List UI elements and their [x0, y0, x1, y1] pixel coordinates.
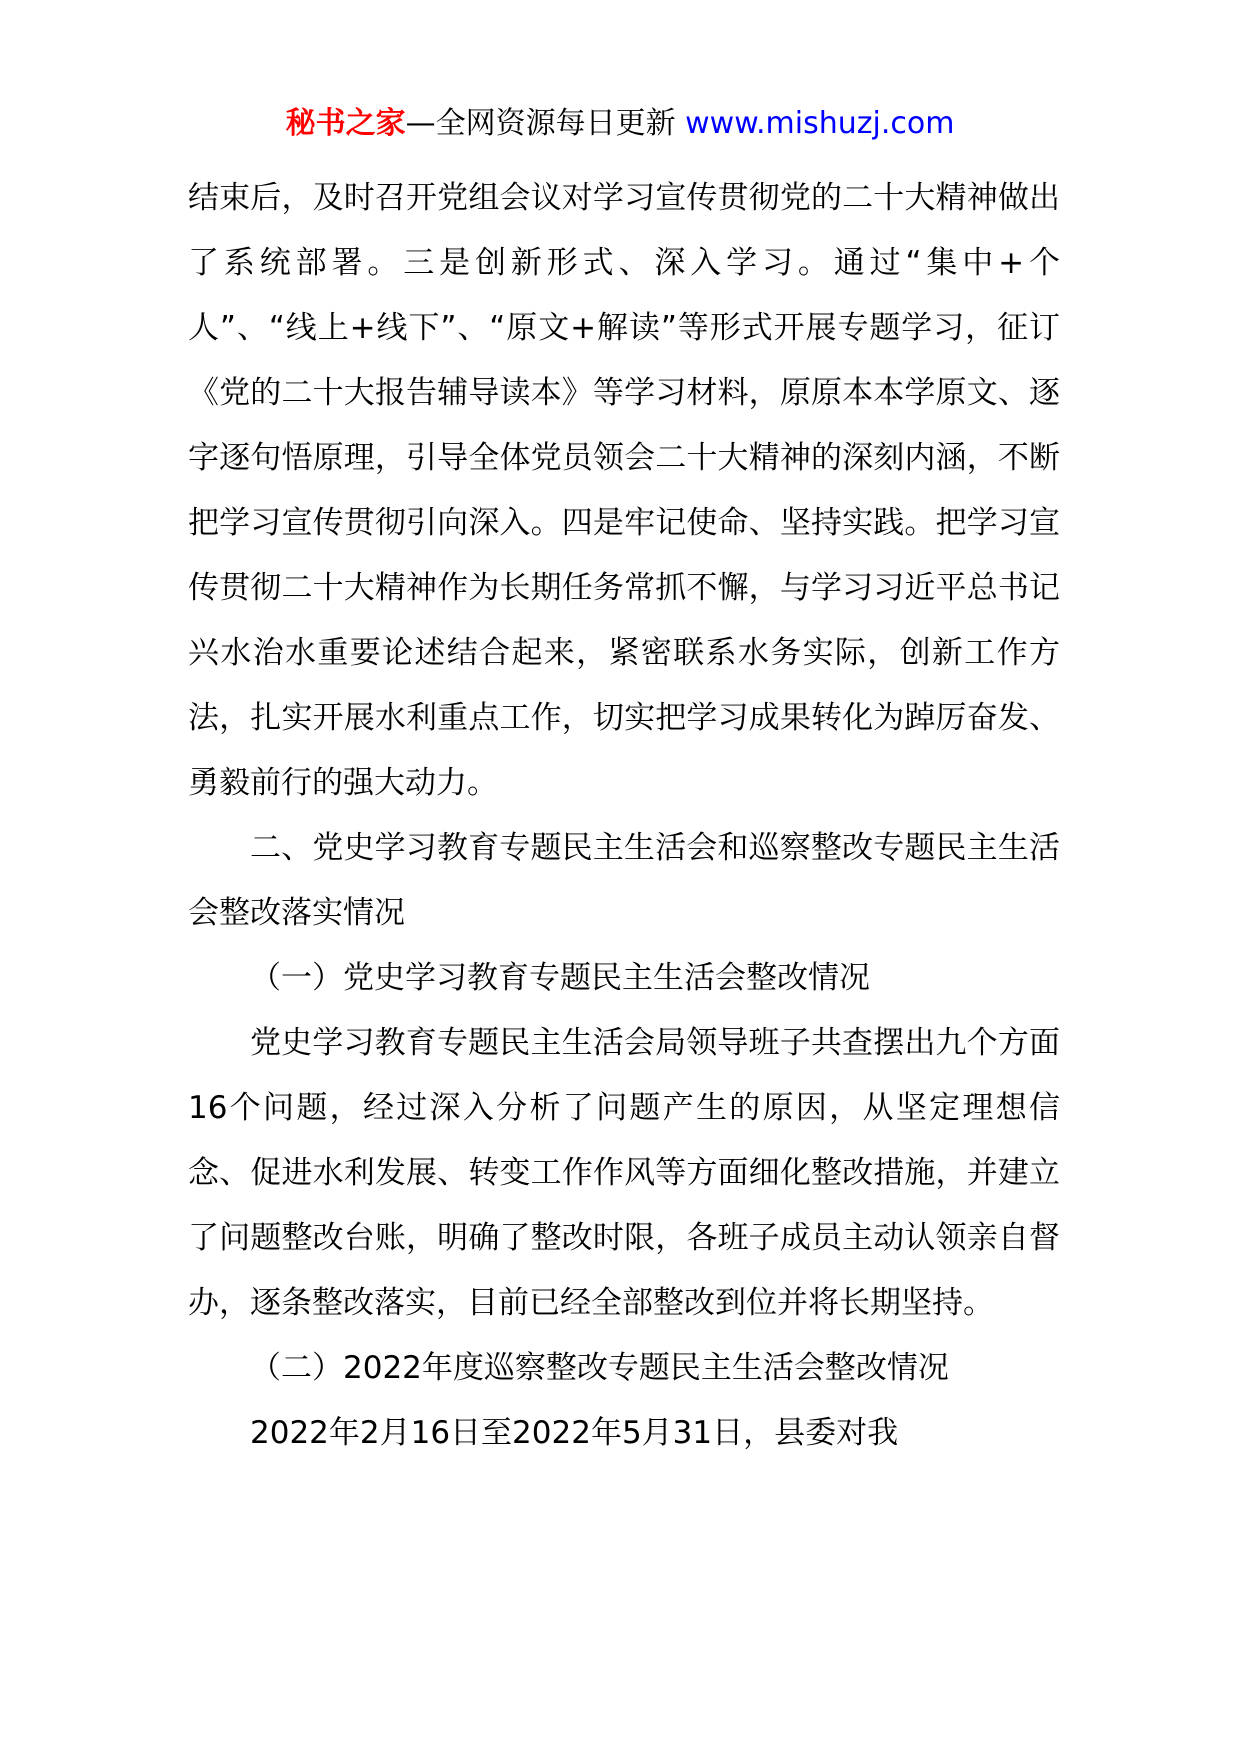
section-heading-2: 二、党史学习教育专题民主生活会和巡察整改专题民主生活会整改落实情况: [188, 830, 1060, 931]
brand-name: 秘书之家: [285, 106, 406, 141]
header-tagline: —全网资源每日更新: [405, 106, 676, 141]
document-body: [188, 166, 1060, 1466]
page-header: [0, 102, 1240, 146]
paragraph-inspection: 2022年2月16日至2022年5月31日，县委对我: [250, 1415, 899, 1451]
subsection-heading-1: （一）党史学习教育专题民主生活会整改情况: [250, 960, 870, 996]
subsection-heading-2: （二）2022年度巡察整改专题民主生活会整改情况: [250, 1350, 949, 1386]
paragraph-party-history: 党史学习教育专题民主生活会局领导班子共查摆出九个方面16个问题，经过深入分析了问题产生的原因，从坚定理想信念、促进水利发展、转变工作作风等方面细化整改措施，并建立了问题整改台账，明确了整改时限，各班子成员主动认领亲自督办，逐条整改落实，目前已经全部整改到位并将长期坚持。: [188, 1025, 1060, 1321]
paragraph-continued: 结束后，及时召开党组会议对学习宣传贯彻党的二十大精神做出了系统部署。三是创新形式、深入学习。通过“集中+个人”、“线上+线下”、“原文+解读”等形式开展专题学习，征订《党的二十大报告辅导读本》等学习材料，原原本本学原文、逐字逐句悟原理，引导全体党员领会二十大精神的深刻内涵，不断把学习宣传贯彻引向深入。四是牢记使命、坚持实践。把学习宣传贯彻二十大精神作为长期任务常抓不懈，与学习习近平总书记兴水治水重要论述结合起来，紧密联系水务实际，创新工作方法，扎实开展水利重点工作，切实把学习成果转化为踔厉奋发、勇毅前行的强大动力。: [188, 180, 1060, 801]
site-url-link[interactable]: www.mishuzj.com: [685, 106, 955, 141]
